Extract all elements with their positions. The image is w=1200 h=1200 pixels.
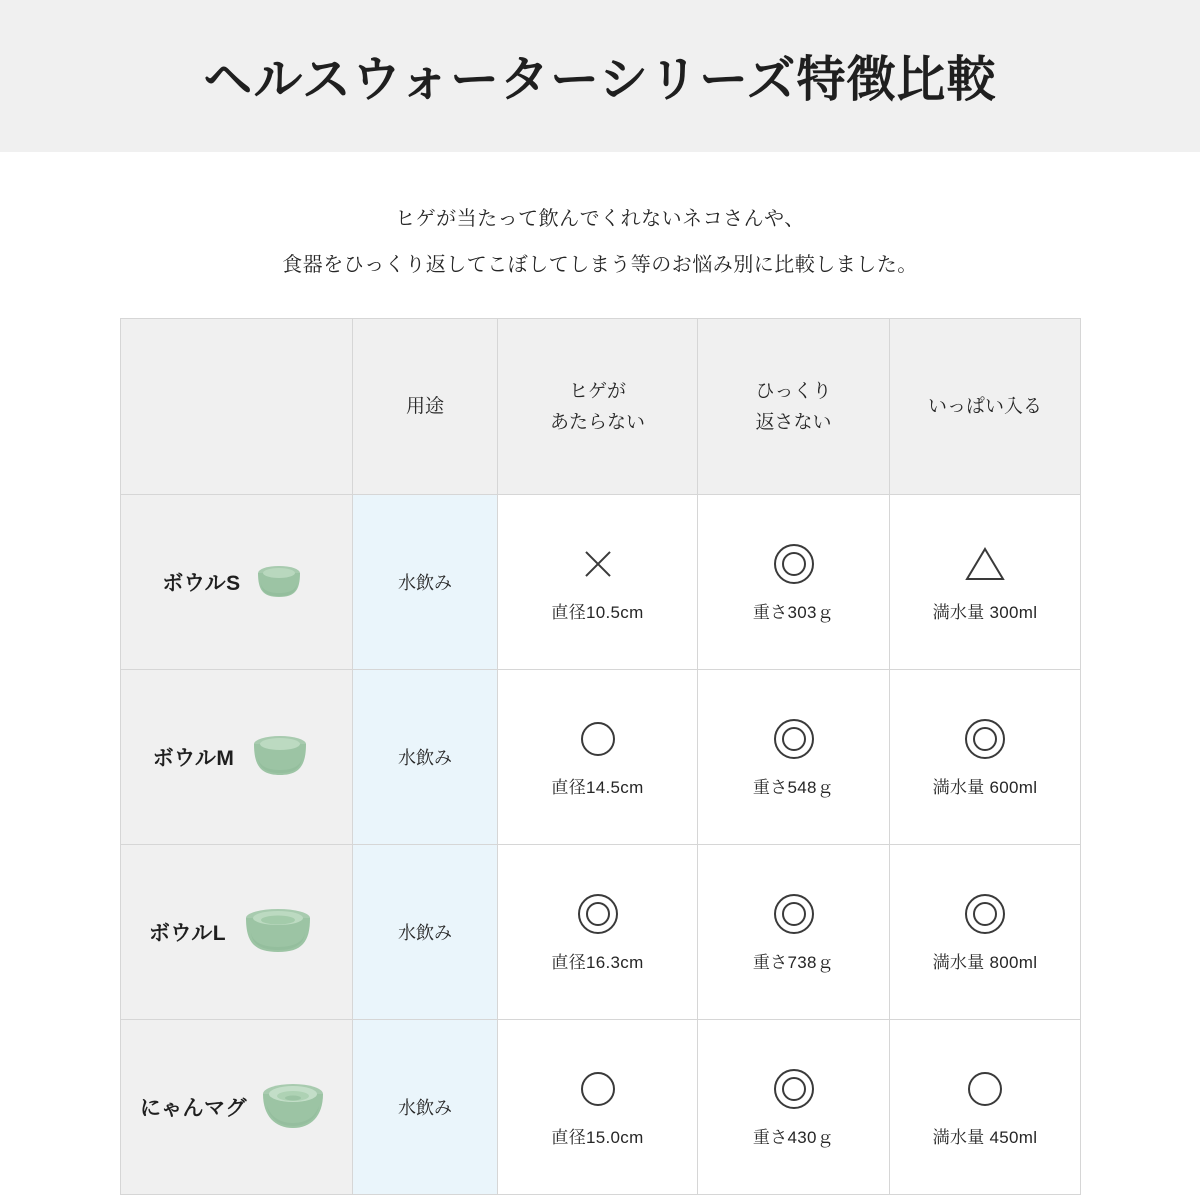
lead-line-2: 食器をひっくり返してこぼしてしまう等のお悩み別に比較しました。: [282, 254, 918, 276]
header-tipover-line2: 返さない: [755, 411, 832, 433]
capacity-note: 満水量 600ml: [932, 777, 1038, 797]
comparison-table: [120, 318, 1081, 1195]
circle-icon: [581, 1067, 615, 1111]
circle-icon: [581, 717, 615, 761]
header-capacity-line1: いっぱい入る: [927, 396, 1042, 417]
nyan-mug-icon: [253, 1074, 333, 1141]
lead-text: [0, 196, 1200, 288]
row-name-cell: [121, 845, 353, 1020]
row-capacity-cell: [890, 495, 1081, 670]
double-circle-icon: [774, 892, 814, 936]
header-whisker-line1: ヒゲが: [568, 380, 626, 402]
page-header: [0, 0, 1200, 152]
row-whisker-cell: [498, 1020, 698, 1195]
row-capacity-cell: [890, 670, 1081, 845]
row-name-cell: [121, 1020, 353, 1195]
row-capacity-cell: [890, 845, 1081, 1020]
table-row: [121, 495, 1081, 670]
row-tipover-cell: [698, 845, 890, 1020]
tipover-note: 重さ548ｇ: [752, 777, 835, 797]
header-cell-whisker: [498, 319, 698, 495]
double-circle-icon: [578, 892, 618, 936]
table-row: [121, 1020, 1081, 1195]
double-circle-icon: [774, 717, 814, 761]
table-header-row: [121, 319, 1081, 495]
double-circle-icon: [774, 1067, 814, 1111]
double-circle-icon: [965, 717, 1005, 761]
bowl-m-icon: [240, 725, 320, 790]
row-whisker-cell: [498, 845, 698, 1020]
whisker-note: 直径15.0cm: [551, 1127, 644, 1147]
row-tipover-cell: [698, 1020, 890, 1195]
product-name: ボウルM: [152, 747, 235, 770]
comparison-table-wrapper: [120, 318, 1080, 1195]
header-cell-capacity: [890, 319, 1081, 495]
row-use-cell: 水飲み: [353, 670, 498, 845]
triangle-icon: [964, 542, 1006, 586]
page-title: ヘルスウォーターシリーズ特徴比較: [203, 53, 997, 107]
bowl-l-icon: [232, 898, 324, 967]
header-tipover-line1: ひっくり: [755, 380, 832, 402]
whisker-note: 直径14.5cm: [551, 777, 644, 797]
cross-icon: [581, 542, 615, 586]
table-row: [121, 845, 1081, 1020]
capacity-note: 満水量 300ml: [932, 602, 1038, 622]
row-tipover-cell: [698, 495, 890, 670]
row-use-cell: 水飲み: [353, 845, 498, 1020]
header-cell-use: 用途: [353, 319, 498, 495]
circle-icon: [968, 1067, 1002, 1111]
row-whisker-cell: [498, 670, 698, 845]
whisker-note: 直径16.3cm: [551, 952, 644, 972]
row-name-cell: [121, 495, 353, 670]
header-whisker-line2: あたらない: [549, 411, 645, 433]
row-whisker-cell: [498, 495, 698, 670]
capacity-note: 満水量 800ml: [932, 952, 1038, 972]
double-circle-icon: [774, 542, 814, 586]
product-name: ボウルS: [162, 572, 241, 595]
tipover-note: 重さ738ｇ: [752, 952, 835, 972]
product-name: にゃんマグ: [139, 1097, 248, 1120]
row-capacity-cell: [890, 1020, 1081, 1195]
row-use-cell: 水飲み: [353, 495, 498, 670]
tipover-note: 重さ430ｇ: [752, 1127, 835, 1147]
capacity-note: 満水量 450ml: [932, 1127, 1038, 1147]
row-use-cell: 水飲み: [353, 1020, 498, 1195]
table-row: [121, 670, 1081, 845]
whisker-note: 直径10.5cm: [551, 602, 644, 622]
row-tipover-cell: [698, 670, 890, 845]
header-cell-tipover: [698, 319, 890, 495]
tipover-note: 重さ303ｇ: [752, 602, 835, 622]
bowl-s-icon: [247, 556, 311, 609]
header-cell-blank: [121, 319, 353, 495]
product-name: ボウルL: [148, 922, 227, 945]
double-circle-icon: [965, 892, 1005, 936]
lead-line-1: ヒゲが当たって飲んでくれないネコさんや、: [395, 208, 805, 230]
row-name-cell: [121, 670, 353, 845]
